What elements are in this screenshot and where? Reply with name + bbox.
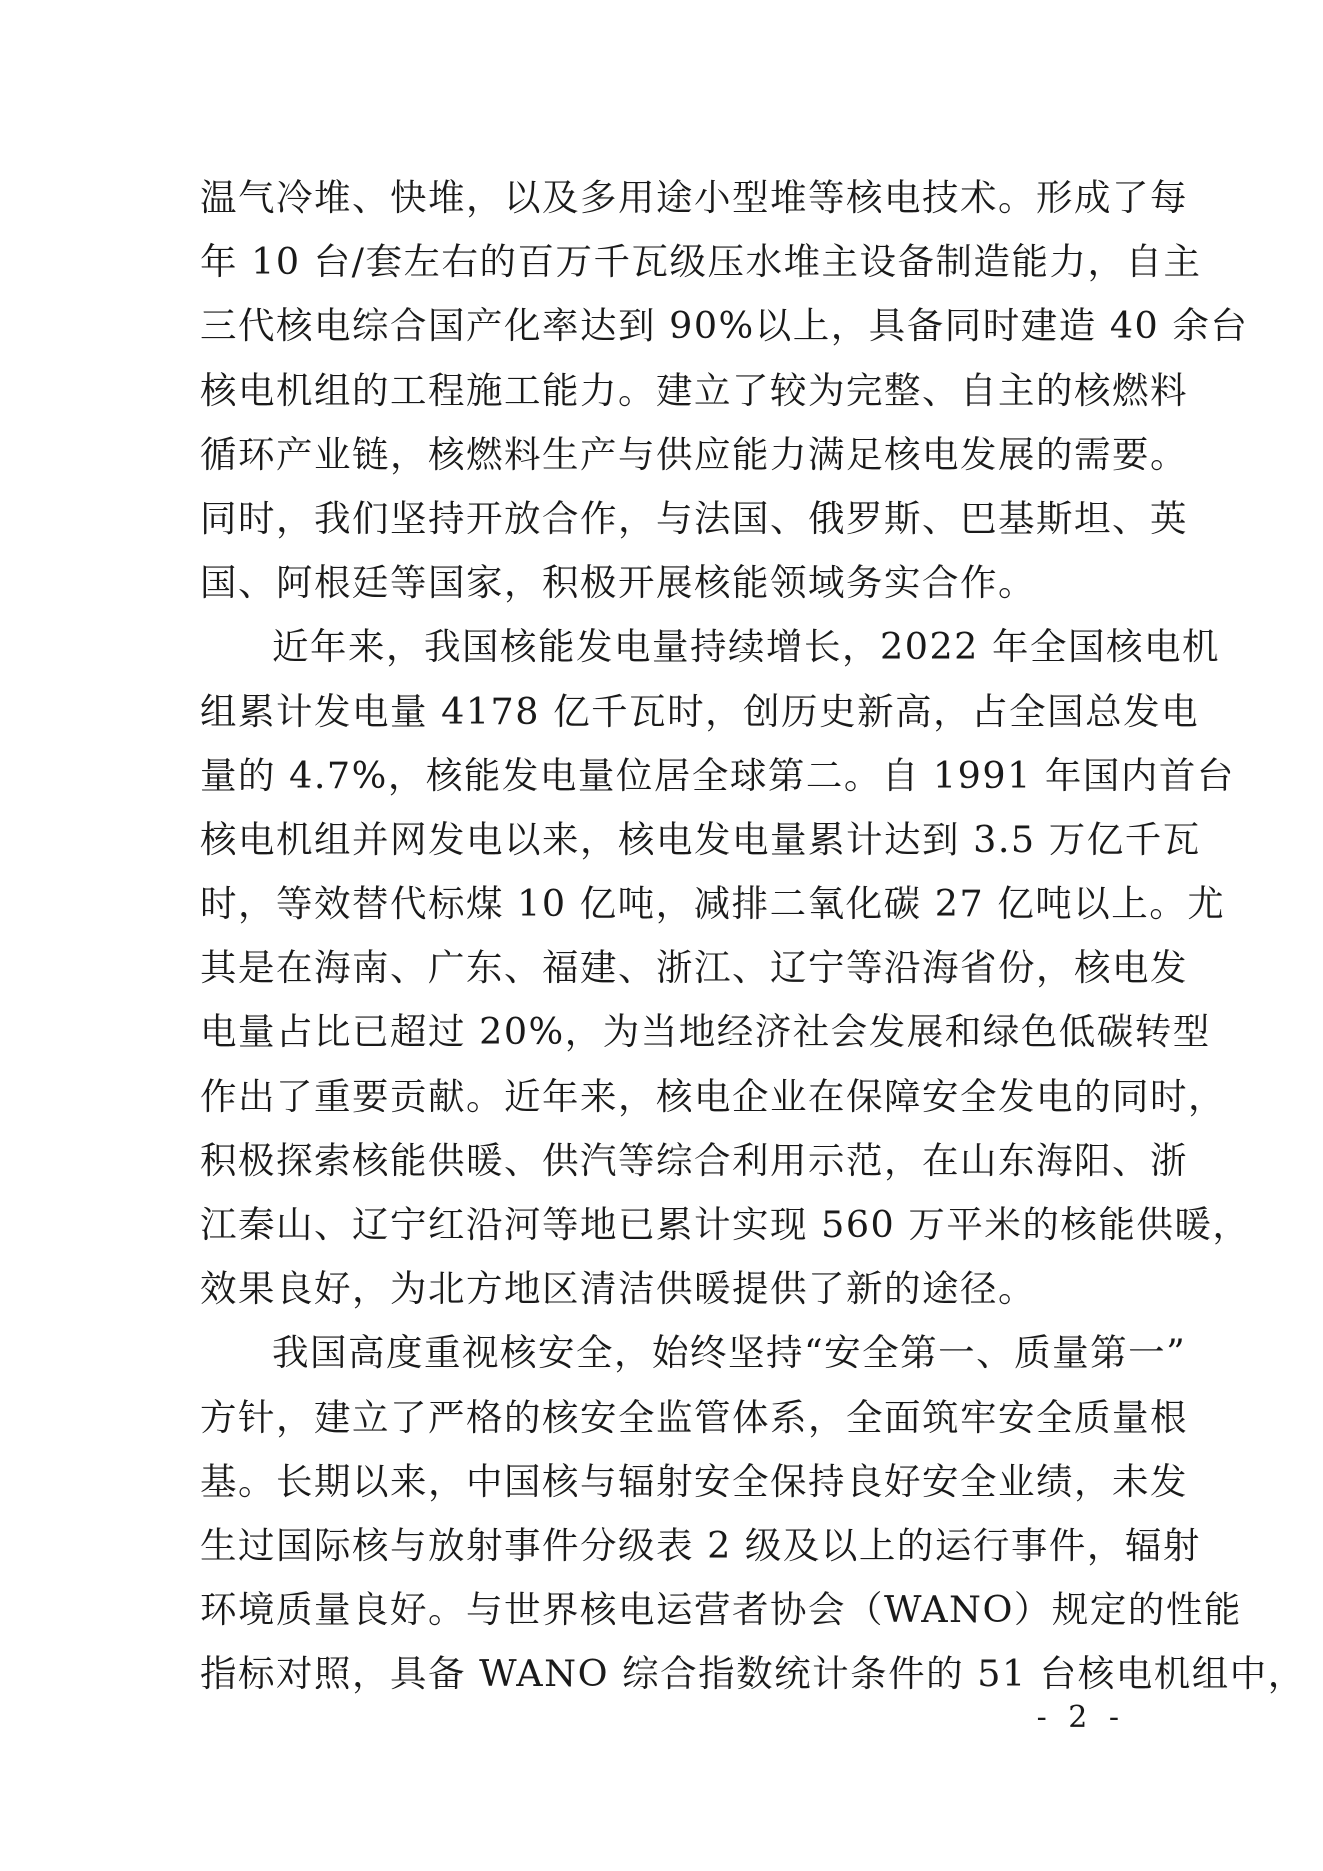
text-line: 组累计发电量 4178 亿千瓦时，创历史新高，占全国总发电 xyxy=(200,689,1200,733)
text-line: 年 10 台/套左右的百万千瓦级压水堆主设备制造能力，自主 xyxy=(200,240,1202,284)
text-line: 核电机组并网发电以来，核电发电量累计达到 3.5 万亿千瓦 xyxy=(200,817,1201,861)
text-line: 近年来，我国核能发电量持续增长，2022 年全国核电机 xyxy=(272,625,1220,669)
text-line: 时，等效替代标煤 10 亿吨，减排二氧化碳 27 亿吨以上。尤 xyxy=(200,882,1226,926)
text-line: 江秦山、辽宁红沿河等地已累计实现 560 万平米的核能供暖， xyxy=(200,1203,1251,1246)
text-line: 环境质量良好。与世界核电运营者协会（WANO）规定的性能 xyxy=(200,1588,1242,1632)
text-line: 国、阿根廷等国家，积极开展核能领域务实合作。 xyxy=(200,561,1036,605)
text-line: 作出了重要贡献。近年来，核电企业在保障安全发电的同时， xyxy=(200,1074,1226,1118)
text-line: 方针，建立了严格的核安全监管体系，全面筑牢安全质量根 xyxy=(200,1395,1188,1439)
text-line: 指标对照，具备 WANO 综合指数统计条件的 51 台核电机组中， xyxy=(200,1652,1306,1696)
text-line: 量的 4.7%，核能发电量位居全球第二。自 1991 年国内首台 xyxy=(200,753,1235,797)
text-line: 温气冷堆、快堆，以及多用途小型堆等核电技术。形成了每 xyxy=(200,176,1188,219)
text-line: 核电机组的工程施工能力。建立了较为完整、自主的核燃料 xyxy=(200,368,1188,412)
text-line: 积极探索核能供暖、供汽等综合利用示范，在山东海阳、浙 xyxy=(200,1138,1188,1182)
text-line: 电量占比已超过 20%，为当地经济社会发展和绿色低碳转型 xyxy=(200,1010,1211,1054)
text-line: 循环产业链，核燃料生产与供应能力满足核电发展的需要。 xyxy=(200,432,1188,476)
text-line: 生过国际核与放射事件分级表 2 级及以上的运行事件，辐射 xyxy=(200,1523,1201,1567)
text-line: 效果良好，为北方地区清洁供暖提供了新的途径。 xyxy=(200,1267,1036,1311)
text-line: 其是在海南、广东、福建、浙江、辽宁等沿海省份，核电发 xyxy=(200,946,1188,990)
text-line: 基。长期以来，中国核与辐射安全保持良好安全业绩，未发 xyxy=(200,1459,1188,1503)
page-number: - 2 - xyxy=(1036,1700,1125,1735)
text-line: 同时，我们坚持开放合作，与法国、俄罗斯、巴基斯坦、英 xyxy=(200,496,1188,540)
text-line: 三代核电综合国产化率达到 90%以上，具备同时建造 40 余台 xyxy=(200,304,1249,348)
text-line: 我国高度重视核安全，始终坚持“安全第一、质量第一” xyxy=(272,1331,1187,1375)
body-text xyxy=(200,166,1306,1707)
